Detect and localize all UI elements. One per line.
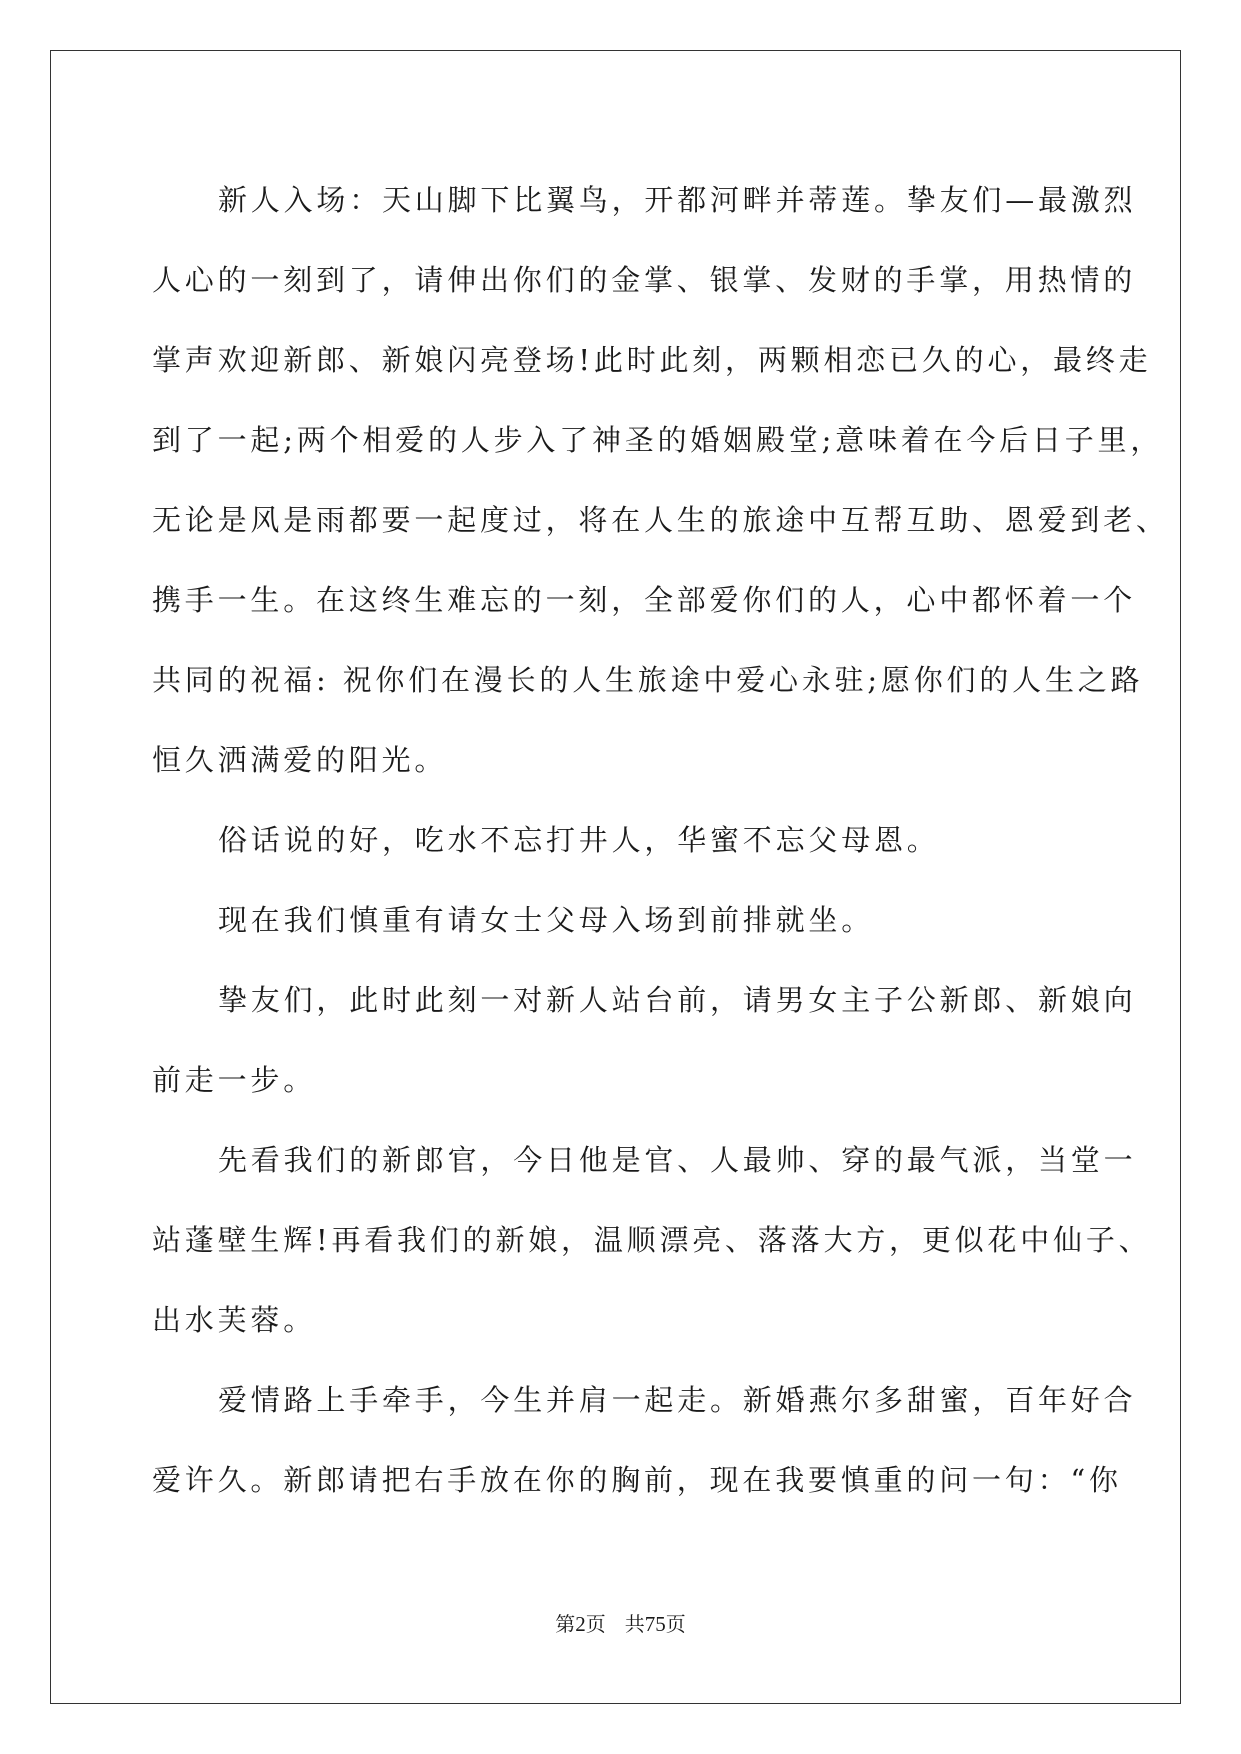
footer-prefix: 第	[555, 1612, 576, 1636]
text-line: 站蓬壁生辉!再看我们的新娘，温顺漂亮、落落大方，更似花中仙子、	[152, 1223, 1152, 1257]
text-line: 人心的一刻到了，请伸出你们的金掌、银掌、发财的手掌，用热情的	[152, 263, 1137, 297]
page-footer	[0, 1608, 1241, 1637]
text-line: 无论是风是雨都要一起度过，将在人生的旅途中互帮互助、恩爱到老、	[152, 503, 1169, 537]
document-body	[152, 160, 1169, 1520]
footer-total-suffix: 页	[665, 1612, 686, 1636]
text-line: 爱许久。新郎请把右手放在你的胸前，现在我要慎重的问一句：“你	[152, 1463, 1122, 1497]
text-line: 恒久洒满爱的阳光。	[152, 743, 448, 777]
text-line: 共同的祝福: 祝你们在漫长的人生旅途中爱心永驻;愿你们的人生之路	[152, 663, 1144, 697]
text-line: 携手一生。在这终生难忘的一刻，全部爱你们的人，心中都怀着一个	[152, 583, 1137, 617]
text-line: 先看我们的新郎官，今日他是官、人最帅、穿的最气派，当堂一	[218, 1143, 1137, 1177]
footer-total-prefix: 共	[624, 1612, 645, 1636]
footer-page-suffix: 页	[585, 1612, 606, 1636]
current-page-number: 2	[575, 1612, 586, 1636]
text-line: 俗话说的好，吃水不忘打井人，华蜜不忘父母恩。	[218, 823, 940, 857]
text-line: 挚友们，此时此刻一对新人站台前，请男女主子公新郎、新娘向	[218, 983, 1137, 1017]
document-text	[152, 160, 1169, 1520]
text-line: 现在我们慎重有请女士父母入场到前排就坐。	[218, 903, 875, 937]
text-line: 出水芙蓉。	[152, 1303, 317, 1337]
text-line: 到了一起;两个相爱的人步入了神圣的婚姻殿堂;意味着在今后日子里，	[152, 423, 1164, 457]
text-line: 掌声欢迎新郎、新娘闪亮登场!此时此刻，两颗相恋已久的心，最终走	[152, 343, 1152, 377]
text-line: 爱情路上手牵手，今生并肩一起走。新婚燕尔多甜蜜，百年好合	[218, 1383, 1137, 1417]
text-line: 前走一步。	[152, 1063, 317, 1097]
text-line: 新人入场：天山脚下比翼鸟，开都河畔并蒂莲。挚友们—最激烈	[218, 183, 1137, 217]
total-page-count: 75	[644, 1612, 666, 1636]
